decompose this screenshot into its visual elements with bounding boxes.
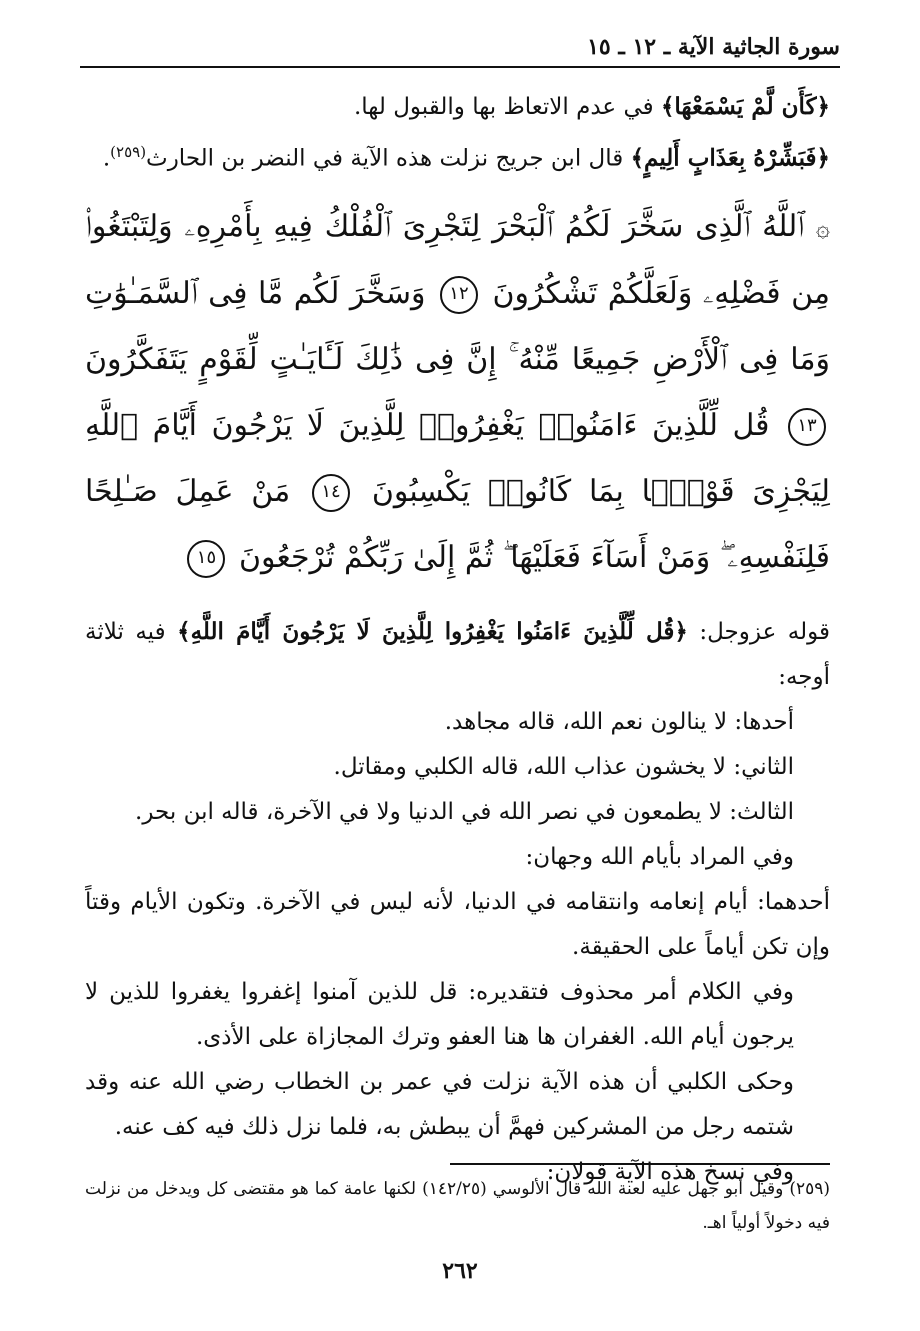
verse-14-text: قُل لِّلَّذِينَ ءَامَنُوا۟ يَغْفِرُوا۟ لِلَّذِينَ لَا يَرْجُونَ أَيَّامَ ٱللَّهِ لِيَجْزِىَ قَوْمًۢا بِمَا كَانُوا۟ يَكْسِبُونَ — [85, 407, 830, 509]
footnote-reference: (٢٥٩) — [110, 143, 147, 161]
page-number: ٢٦٢ — [442, 1258, 478, 1284]
hizb-ornament-icon: ۞ — [815, 213, 830, 242]
paragraph-8: أحدهما: أيام إنعامه وانتقامه في الدنيا، لأنه ليس في الآخرة. وتكون الأيام وقتاً وإن تكن أياماً على الحقيقة. — [85, 888, 830, 960]
paragraph-3 — [85, 609, 830, 700]
verse-number-14: ١٤ — [312, 474, 350, 512]
paragraph-2-text: قال ابن جريج نزلت هذه الآية في النضر بن الحارث — [146, 145, 631, 172]
paragraph-10: وحكى الكلبي أن هذه الآية نزلت في عمر بن الخطاب رضي الله عنه وقد شتمه رجل من المشركين فهمَّ أن يبطش به، فلما نزل ذلك فيه كف عنه. — [85, 1068, 794, 1140]
quran-quote-1: ﴿كَأَن لَّمْ يَسْمَعْهَا﴾ — [660, 93, 830, 120]
verse-12-text: ٱللَّهُ ٱلَّذِى سَخَّرَ لَكُمُ ٱلْبَحْرَ لِتَجْرِىَ ٱلْفُلْكُ فِيهِ بِأَمْرِهِۦ وَلِتَبْتَغُوا۟ مِن فَضْلِهِۦ وَلَعَلَّكُمْ تَشْكُرُونَ — [85, 208, 830, 311]
footnote: (٢٥٩) وقيل أبو جهل عليه لعنة الله قال الألوسي (١٤٢/٢٥) لكنها عامة كما هو مقتضى كل ويدخل من نزلت فيه دخولاً أولياً اهـ. — [85, 1179, 830, 1233]
verse-number-13: ١٣ — [788, 408, 826, 446]
paragraph-9: وفي الكلام أمر محذوف فتقديره: قل للذين آمنوا إغفروا يغفروا للذين لا يرجون أيام الله. الغفران ها هنا العفو وترك المجازاة على الأذى. — [85, 978, 794, 1050]
opinion-2: الثاني: لا يخشون عذاب الله، قاله الكلبي ومقاتل. — [333, 753, 794, 780]
verse-number-15: ١٥ — [187, 540, 225, 578]
footnote-divider — [450, 1163, 830, 1165]
paragraph-3-text: فيه ثلاثة أوجه: — [85, 618, 830, 690]
paragraph-3-lead: قوله عزوجل: — [687, 618, 831, 645]
paragraph-2-end: . — [102, 145, 111, 172]
opinion-3: الثالث: لا يطمعون في نصر الله في الدنيا ولا في الآخرة، قاله ابن بحر. — [135, 798, 794, 825]
paragraph-1 — [85, 84, 830, 130]
main-text — [85, 84, 830, 1195]
paragraph-7: وفي المراد بأيام الله وجهان: — [525, 843, 794, 870]
paragraph-2 — [85, 130, 830, 182]
running-header: سورة الجاثية الآية ـ ١٢ ـ ١٥ — [80, 30, 840, 68]
quran-verse-block — [85, 194, 830, 591]
opinion-1: أحدها: لا ينالون نعم الله، قاله مجاهد. — [444, 708, 794, 735]
verse-15-text: مَنْ عَمِلَ صَـٰلِحًا فَلِنَفْسِهِۦ ۖ وَمَنْ أَسَآءَ فَعَلَيْهَا ۖ ثُمَّ إِلَىٰ رَبِّكُمْ تُرْجَعُونَ — [85, 473, 830, 575]
quran-quote-2: ﴿فَبَشِّرْهُ بِعَذَابٍ أَلِيمٍ﴾ — [630, 144, 830, 172]
verse-number-12: ١٢ — [440, 276, 478, 314]
paragraph-11: وفي نسخ هذه الآية قولان: — [546, 1158, 794, 1185]
verse-13-text: وَسَخَّرَ لَكُم مَّا فِى ٱلسَّمَـٰوَٰتِ وَمَا فِى ٱلْأَرْضِ جَمِيعًا مِّنْهُ ۚ إِنَّ فِى ذَٰلِكَ لَـَٔايَـٰتٍ لِّقَوْمٍ يَتَفَكَّرُونَ — [85, 275, 830, 377]
paragraph-1-text: في عدم الاتعاظ بها والقبول لها. — [353, 94, 661, 120]
quran-quote-3: ﴿قُل لِّلَّذِينَ ءَامَنُوا يَغْفِرُوا لِلَّذِينَ لَا يَرْجُونَ أَيَّامَ اللَّهِ﴾ — [177, 617, 688, 645]
